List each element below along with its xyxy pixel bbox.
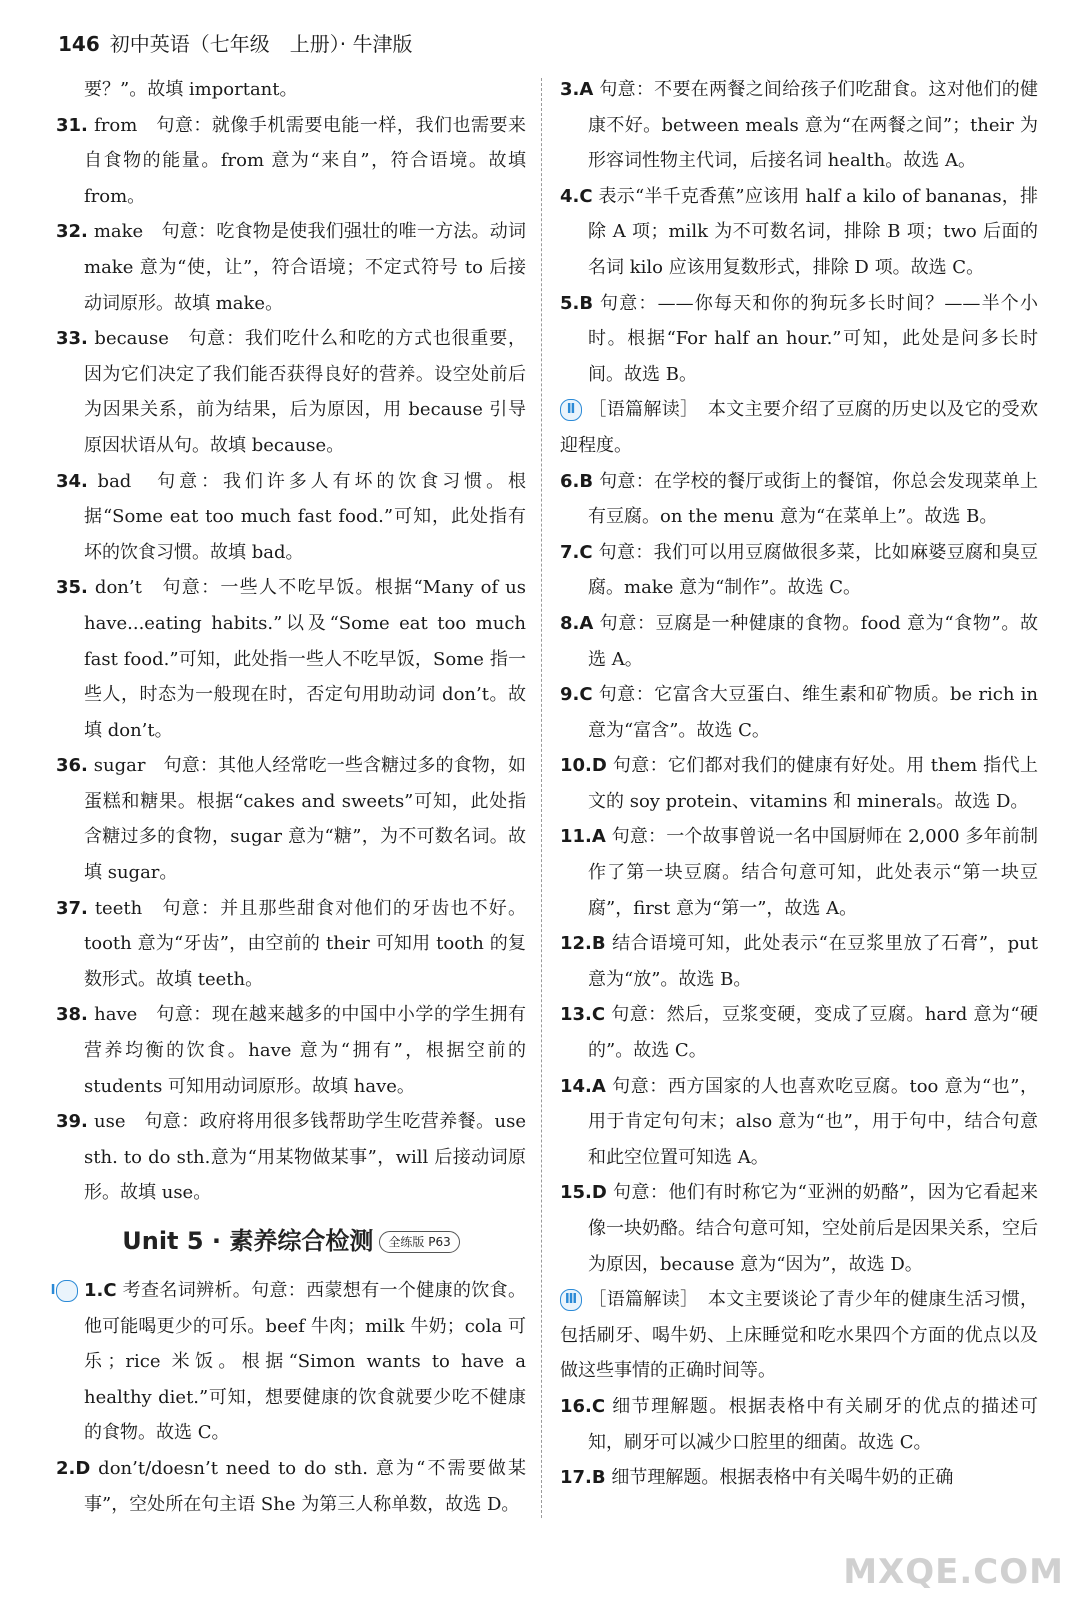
answer-entry bbox=[56, 1104, 526, 1211]
answer-text: don’t 句意：一些人不吃早饭。根据“Many of us have...eating habits.”以及“Some eat too much fast food.”可知，此处指一些人不吃早饭，Some 指一些人，时态为一般现在时，否定句用助动词 don’t。故填 don’t。 bbox=[84, 577, 526, 741]
answer-number: 3.A bbox=[560, 79, 594, 100]
unit-title: Unit 5 · 素养综合检测 bbox=[122, 1227, 374, 1256]
answer-list bbox=[560, 464, 1038, 1283]
answer-entry bbox=[560, 1460, 1038, 1496]
answer-number: 10.D bbox=[560, 755, 607, 777]
answer-number: 32. bbox=[56, 221, 88, 243]
page-number: 146 bbox=[58, 32, 100, 56]
answer-entry bbox=[56, 214, 526, 321]
answer-text: 句意：它们都对我们的健康有好处。用 them 指代上文的 soy protein、vitamins 和 minerals。故选 D。 bbox=[588, 755, 1038, 812]
continued-text: 要？”。故填 important。 bbox=[84, 79, 298, 100]
answer-entry bbox=[560, 997, 1038, 1068]
answer-number: 36. bbox=[56, 755, 88, 777]
answer-number: 5.B bbox=[560, 292, 594, 314]
answer-text: 结合语境可知，此处表示“在豆浆里放了石膏”，put 意为“放”。故选 B。 bbox=[588, 933, 1038, 990]
left-column bbox=[50, 72, 527, 1522]
answer-number: 13.C bbox=[560, 1004, 606, 1026]
answer-number: 12.B bbox=[560, 933, 606, 955]
answer-number: 8.A bbox=[560, 612, 594, 634]
right-column bbox=[560, 72, 1038, 1496]
answer-entry bbox=[560, 464, 1038, 535]
answer-text: because 句意：我们吃什么和吃的方式也很重要，因为它们决定了我们能否获得良好的营养。设空处前后为因果关系，前为结果，后为原因，用 because 引导原因状语从句。故填 because。 bbox=[84, 328, 527, 456]
answer-number: 37. bbox=[56, 897, 88, 919]
answer-number: 2.D bbox=[56, 1457, 91, 1479]
answer-text: 句意：不要在两餐之间给孩子们吃甜食。这对他们的健康不好。between meals 意为“在两餐之间”；their 为形容词性物主代词，后接名词 health。故选 A。 bbox=[588, 79, 1038, 172]
answer-entry bbox=[56, 108, 526, 215]
answer-text: 考查名词辨析。句意：西蒙想有一个健康的饮食。他可能喝更少的可乐。beef 牛肉；milk 牛奶；cola 可乐；rice 米饭。根据“Simon wants to have a healthy diet.”可知，想要健康的饮食就要少吃不健康的食物。故选 C。 bbox=[84, 1280, 526, 1444]
answer-text: 句意：——你每天和你的狗玩多长时间？——半个小时。根据“For half an hour.”可知，此处是问多长时间。故选 B。 bbox=[588, 292, 1038, 385]
answer-entry bbox=[56, 464, 526, 571]
answer-number: 14.A bbox=[560, 1075, 606, 1097]
answer-entry bbox=[560, 179, 1038, 286]
answer-entry bbox=[56, 1451, 526, 1522]
section-badge: Ⅱ bbox=[560, 399, 582, 421]
answer-entry bbox=[560, 1175, 1038, 1282]
answer-entry bbox=[560, 748, 1038, 819]
answer-number: 4.C bbox=[560, 185, 593, 207]
answer-text: 句意：他们有时称它为“亚洲的奶酪”，因为它看起来像一块奶酪。结合句意可知，空处前后是因果关系，空后为原因，because 意为“因为”，故选 D。 bbox=[588, 1182, 1038, 1275]
passage-analysis bbox=[560, 392, 1038, 463]
answer-entry bbox=[560, 677, 1038, 748]
answer-text: 句意：在学校的餐厅或街上的餐馆，你总会发现菜单上有豆腐。on the menu 意为“在菜单上”。故选 B。 bbox=[588, 470, 1038, 528]
answer-text: 句意：豆腐是一种健康的食物。food 意为“食物”。故选 A。 bbox=[588, 612, 1038, 670]
answer-entry bbox=[560, 926, 1038, 997]
answer-text: 句意：西方国家的人也喜欢吃豆腐。too 意为“也”，用于肯定句句末；also 意为“也”，用于句中，结合句意和此空位置可知选 A。 bbox=[588, 1075, 1038, 1168]
answer-entry bbox=[50, 1273, 526, 1451]
answer-entry bbox=[560, 1069, 1038, 1176]
watermark: MXQE.COM bbox=[843, 1552, 1064, 1592]
answer-text: teeth 句意：并且那些甜食对他们的牙齿也不好。tooth 意为“牙齿”，由空前的 their 可知用 tooth 的复数形式。故填 teeth。 bbox=[84, 897, 526, 990]
answer-text: 表示“半千克香蕉”应该用 half a kilo of bananas，排除 A 项；milk 为不可数名词，排除 B 项；two 后面的名词 kilo 应该用复数形式，排除 D 项。故选 C。 bbox=[588, 185, 1038, 278]
answer-text: have 句意：现在越来越多的中国中小学的学生拥有营养均衡的饮食。have 意为“拥有”，根据空前的 students 可知用动词原形。故填 have。 bbox=[84, 1004, 526, 1097]
answer-number: 6.B bbox=[560, 470, 594, 492]
answer-number: 17.B bbox=[560, 1467, 606, 1489]
section-badge: Ⅰ bbox=[56, 1280, 78, 1302]
answer-text: use 句意：政府将用很多钱帮助学生吃营养餐。use sth. to do sth.意为“用某物做某事”，will 后接动词原形。故填 use。 bbox=[84, 1111, 526, 1204]
answer-text: 句意：一个故事曾说一名中国厨师在 2,000 多年前制作了第一块豆腐。结合句意可知，此处表示“第一块豆腐”，first 意为“第一”，故选 A。 bbox=[588, 826, 1038, 919]
section-badge: Ⅲ bbox=[560, 1289, 582, 1311]
answer-text: from 句意：就像手机需要电能一样，我们也需要来自食物的能量。from 意为“来自”，符合语境。故填 from。 bbox=[84, 114, 526, 207]
answer-number: 39. bbox=[56, 1111, 88, 1133]
answer-entry bbox=[56, 891, 526, 998]
answer-entry bbox=[560, 286, 1038, 393]
book-title: 初中英语（七年级 上册）· 牛津版 bbox=[109, 32, 413, 56]
unit-tag: 全练版 P63 bbox=[379, 1231, 459, 1253]
answer-entry bbox=[560, 72, 1038, 179]
answer-entry bbox=[560, 606, 1038, 677]
answer-text: 句意：然后，豆浆变硬，变成了豆腐。hard 意为“硬的”。故选 C。 bbox=[588, 1004, 1038, 1062]
answer-number: 34. bbox=[56, 470, 88, 492]
answer-number: 33. bbox=[56, 328, 88, 350]
answer-entry bbox=[56, 748, 526, 890]
answer-number: 11.A bbox=[560, 826, 606, 848]
answer-text: 细节理解题。根据表格中有关喝牛奶的正确 bbox=[611, 1467, 954, 1489]
answer-entry bbox=[560, 1389, 1038, 1460]
answer-entry bbox=[56, 321, 526, 463]
answer-text: don’t/doesn’t need to do sth. 意为“不需要做某事”，空处所在句主语 She 为第三人称单数，故选 D。 bbox=[84, 1457, 526, 1515]
page-header bbox=[58, 28, 412, 60]
answer-entry bbox=[560, 819, 1038, 926]
answer-list bbox=[56, 108, 526, 1211]
answer-text: sugar 句意：其他人经常吃一些含糖过多的食物，如蛋糕和糖果。根据“cakes and sweets”可知，此处指含糖过多的食物，sugar 意为“糖”，为不可数名词。故填 sugar。 bbox=[84, 755, 527, 884]
answer-list bbox=[50, 1273, 526, 1522]
answer-list bbox=[560, 72, 1038, 392]
answer-number: 1.C bbox=[84, 1280, 117, 1301]
answer-entry bbox=[560, 535, 1038, 606]
passage-analysis bbox=[560, 1282, 1038, 1389]
answer-entry bbox=[56, 570, 526, 748]
passage-analysis-text: ［语篇解读］ 本文主要介绍了豆腐的历史以及它的受欢迎程度。 bbox=[560, 399, 1038, 456]
unit-heading bbox=[56, 1211, 526, 1273]
answer-text: make 句意：吃食物是使我们强壮的唯一方法。动词 make 意为“使，让”，符合语境；不定式符号 to 后接动词原形。故填 make。 bbox=[84, 221, 526, 314]
answer-text: 句意：我们可以用豆腐做很多菜，比如麻婆豆腐和臭豆腐。make 意为“制作”。故选 C。 bbox=[588, 541, 1038, 599]
answer-text: bad 句意：我们许多人有坏的饮食习惯。根据“Some eat too much fast food.”可知，此处指有坏的饮食习惯。故填 bad。 bbox=[84, 470, 526, 563]
answer-text: 细节理解题。根据表格中有关刷牙的优点的描述可知，刷牙可以减少口腔里的细菌。故选 C。 bbox=[588, 1395, 1038, 1453]
answer-number: 9.C bbox=[560, 684, 593, 706]
answer-number: 38. bbox=[56, 1004, 88, 1026]
column-divider bbox=[541, 78, 542, 1518]
answer-number: 7.C bbox=[560, 541, 593, 563]
answer-number: 35. bbox=[56, 577, 88, 599]
answer-entry bbox=[56, 997, 526, 1104]
answer-number: 31. bbox=[56, 114, 88, 136]
passage-analysis-text: ［语篇解读］ 本文主要谈论了青少年的健康生活习惯，包括刷牙、喝牛奶、上床睡觉和吃水果四个方面的优点以及做这些事情的正确时间等。 bbox=[560, 1289, 1038, 1382]
answer-number: 16.C bbox=[560, 1395, 606, 1417]
answer-number: 15.D bbox=[560, 1182, 607, 1204]
answer-text: 句意：它富含大豆蛋白、维生素和矿物质。be rich in 意为“富含”。故选 C。 bbox=[588, 684, 1038, 741]
answer-list bbox=[560, 1389, 1038, 1496]
